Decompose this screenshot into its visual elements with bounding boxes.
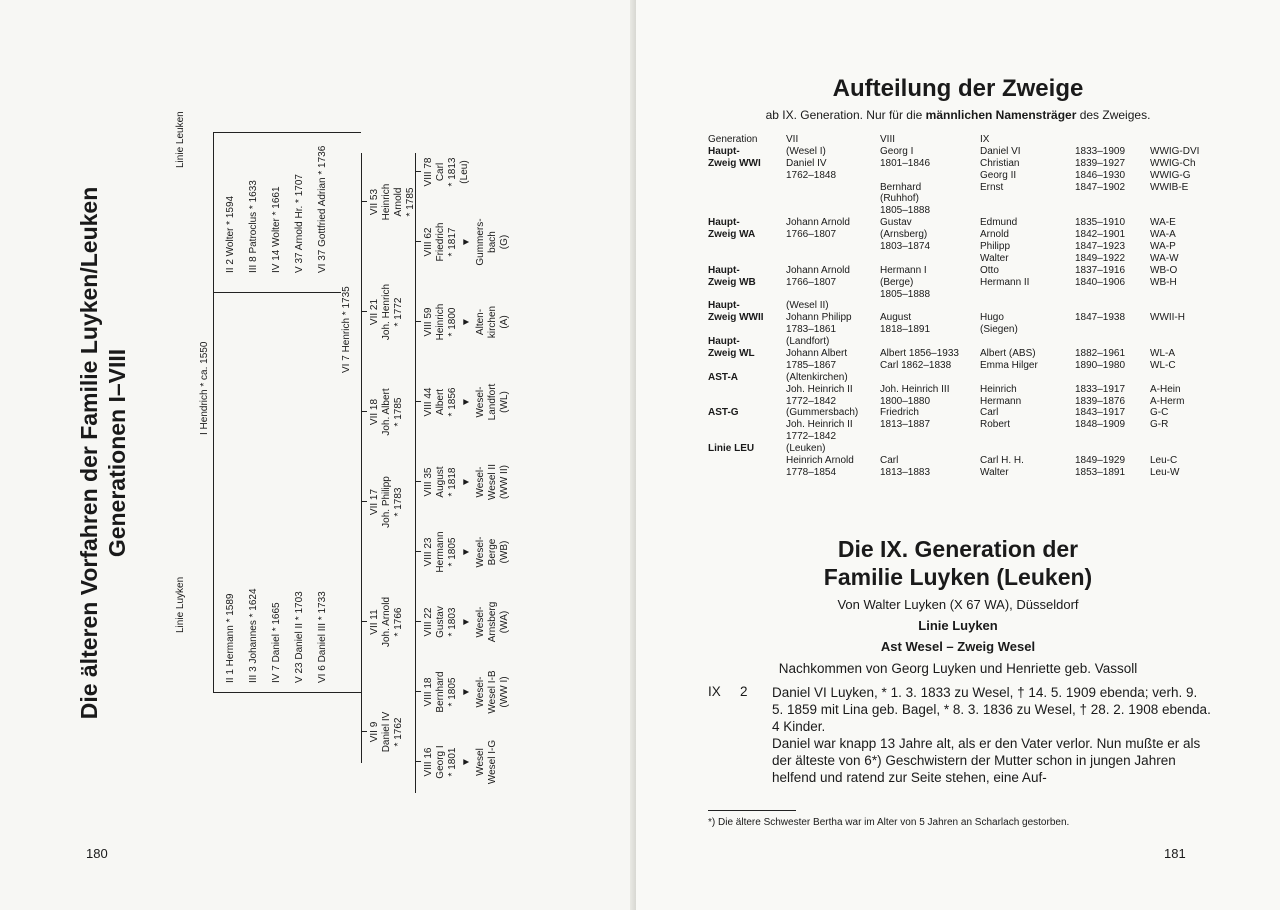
luyken-chain-node: II 1 Hermann * 1589 (225, 593, 236, 683)
table-cell: Johann Arnold (786, 217, 850, 229)
table-cell: AST-A (708, 371, 738, 383)
table-cell: Heinrich (980, 383, 1017, 395)
table-cell: 1762–1848 (786, 169, 837, 181)
gen7-line: Joh. Arnold (381, 596, 392, 648)
gen8-line: Carl (435, 162, 446, 182)
gen8-line: * 1805 (447, 677, 458, 707)
tree-root: I Hendrich * ca. 1550 (199, 341, 210, 435)
table-cell: Gustav (880, 217, 912, 229)
table-cell: Walter (980, 252, 1009, 264)
gen8-branch: Wesel (475, 748, 486, 776)
generation-heading-line1: Die IX. Generation der (837, 536, 1079, 562)
table-cell: Haupt- (708, 300, 740, 312)
table-cell: Friedrich (880, 407, 919, 419)
gen8-tick (415, 481, 421, 482)
table-cell: Joh. Heinrich II (786, 383, 853, 395)
gen7-line: Joh. Henrich (381, 283, 392, 341)
gen8-branch: Alten- (475, 308, 486, 336)
right-page-number: 181 (1164, 846, 1186, 861)
tree-title-line2: Generationen I–VIII (104, 348, 130, 558)
gen8-tag: (Leu) (459, 160, 470, 184)
gen8-tick (415, 691, 421, 692)
table-cell: A-Herm (1150, 395, 1185, 407)
gen8-code: Wesel I-G (487, 739, 498, 785)
branches-subtitle (636, 108, 1280, 122)
gen7-line: Joh. Albert (381, 388, 392, 436)
leuken-chain-node: IV 14 Wolter * 1661 (271, 186, 282, 273)
table-cell: Hermann II (980, 276, 1030, 288)
down-arrow-icon: ▼ (461, 477, 472, 487)
table-cell: Hugo (980, 312, 1004, 324)
table-cell: 1783–1861 (786, 324, 837, 336)
table-cell: 1805–1888 (880, 205, 931, 217)
down-arrow-icon: ▼ (461, 757, 472, 767)
gen7-line: Joh. Philipp (381, 476, 392, 528)
gen7-line: * 1783 (393, 487, 404, 517)
table-cell: Christian (980, 157, 1020, 169)
down-arrow-icon: ▼ (461, 317, 472, 327)
table-cell: August (880, 312, 912, 324)
table-cell: WL-A (1150, 348, 1175, 360)
entry-story: Daniel war knapp 13 Jahre alt, als er den Vater verlor. Nun mußte er als der älteste von 6*) Geschwistern der Mutter schon in jungen Jahren helfend und ratend zur Seite stehen, eine Auf- (772, 736, 1201, 785)
gen7-line: * 1785 (405, 187, 416, 217)
gen8-line: VIII 23 (423, 537, 434, 567)
table-cell: Carl H. H. (980, 455, 1024, 467)
gen8-line: August (435, 466, 446, 498)
left-page-number: 180 (86, 846, 108, 861)
table-cell: WB-O (1150, 264, 1178, 276)
table-cell: Zweig WA (708, 229, 756, 241)
gen8-line: VIII 22 (423, 607, 434, 637)
gen8-node (423, 521, 511, 583)
gen8-line: VIII 78 (423, 157, 434, 187)
gen7-node (369, 471, 405, 533)
author-line: Von Walter Luyken (X 67 WA), Düsseldorf (837, 597, 1079, 612)
table-cell: Linie LEU (708, 443, 755, 455)
table-cell: WA-E (1150, 217, 1176, 229)
leuken-chain-node: VI 37 Gottfried Adrian * 1736 (317, 145, 328, 273)
table-cell: Johann Philipp (786, 312, 852, 324)
table-cell: 1778–1854 (786, 466, 837, 478)
subtitle-prefix: ab IX. Generation. Nur für die (765, 108, 926, 122)
gen8-tag: (G) (499, 234, 510, 250)
table-cell: WWIG-Ch (1150, 157, 1196, 169)
entry-body (772, 684, 1212, 786)
table-cell: WA-W (1150, 252, 1179, 264)
gen8-line: VIII 18 (423, 677, 434, 707)
gen8-tag: (WA) (499, 610, 510, 634)
table-cell: WA-P (1150, 241, 1176, 253)
table-cell: Walter (980, 466, 1009, 478)
gen8-tick (415, 321, 421, 322)
table-cell: WWIG-DVI (1150, 145, 1200, 157)
table-cell: Zweig WWI (708, 157, 761, 169)
gen8-line: Bernhard (435, 671, 446, 713)
table-cell: 1839–1876 (1075, 395, 1126, 407)
ast-heading: Ast Wesel – Zweig Wesel (880, 639, 1036, 654)
nachkommen-line: Nachkommen von Georg Luyken und Henriette geb. Vassoll (778, 661, 1138, 676)
gen8-line: * 1817 (447, 227, 458, 257)
down-arrow-icon: ▼ (461, 547, 472, 557)
luyken-chain-node: IV 7 Daniel * 1665 (271, 602, 282, 683)
tree-title-line1: Die älteren Vorfahren der Familie Luyken/Leuken (76, 186, 102, 720)
generation-heading-line2: Familie Luyken (Leuken) (823, 564, 1093, 590)
table-cell: Carl 1862–1838 (880, 359, 952, 371)
gen8-node (423, 451, 511, 513)
gen8-branch: Wesel- (475, 536, 486, 568)
table-cell: 1813–1887 (880, 419, 931, 431)
down-arrow-icon: ▼ (461, 687, 472, 697)
table-cell: 1803–1874 (880, 241, 931, 253)
table-cell: Zweig WB (708, 276, 756, 288)
table-cell: Georg I (880, 145, 914, 157)
subtitle-bold: männlichen Namensträger (925, 108, 1077, 122)
gen8-node (423, 291, 511, 353)
table-cell: 1847–1923 (1075, 241, 1126, 253)
down-arrow-icon: ▼ (461, 237, 472, 247)
table-cell: 1846–1930 (1075, 169, 1126, 181)
table-cell: Edmund (980, 217, 1018, 229)
table-cell: Bernhard (880, 181, 922, 193)
table-cell: 1839–1927 (1075, 157, 1126, 169)
table-cell: VII (786, 134, 799, 145)
gen8-tick (415, 761, 421, 762)
gen7-line: VII 18 (369, 398, 380, 426)
gen7-line: VII 17 (369, 488, 380, 516)
gen8-line: * 1856 (447, 387, 458, 417)
leuken-chain-node: III 8 Patroclus * 1633 (248, 180, 259, 273)
table-cell: Daniel VI (980, 145, 1021, 157)
down-arrow-icon: ▼ (461, 397, 472, 407)
table-cell: (Leuken) (786, 443, 826, 455)
luyken-chain-node: VI 6 Daniel III * 1733 (317, 591, 328, 683)
gen7-node (369, 591, 405, 653)
table-cell: 1853–1891 (1075, 466, 1126, 478)
right-page (636, 0, 1280, 910)
table-cell: Georg II (980, 169, 1017, 181)
henrich-node: VI 7 Henrich * 1735 (341, 286, 352, 373)
gen7-tick (361, 501, 367, 502)
table-cell: 1800–1880 (880, 395, 931, 407)
gen8-code: Wesel I-B (487, 670, 498, 714)
table-cell: WL-C (1150, 359, 1176, 371)
table-cell: 1813–1883 (880, 466, 931, 478)
gen8-line: Friedrich (435, 222, 446, 262)
table-cell: 1848–1909 (1075, 419, 1126, 431)
table-cell: Heinrich Arnold (786, 455, 854, 467)
table-cell: AST-G (708, 407, 739, 419)
table-cell: Zweig WWII (708, 312, 764, 324)
gen7-tick (361, 201, 367, 202)
gen8-node (423, 211, 511, 273)
table-cell: Generation (708, 134, 758, 145)
gen8-tag: (WL) (499, 391, 510, 413)
gen7-line: VII 11 (369, 609, 380, 635)
gen8-code: Landfort (487, 383, 498, 421)
gen8-line: Hermann (435, 531, 446, 573)
gen7-line: * 1762 (393, 717, 404, 747)
gen8-line: * 1801 (447, 747, 458, 777)
tree-title (75, 73, 131, 833)
gen7-bus (361, 153, 362, 763)
gen7-line: VII 21 (369, 298, 380, 326)
leuken-chain-line (221, 132, 361, 133)
gen8-node (423, 591, 511, 653)
gen8-line: * 1800 (447, 307, 458, 337)
table-cell: 1833–1917 (1075, 383, 1126, 395)
table-cell: Haupt- (708, 145, 740, 157)
table-cell: A-Hein (1150, 383, 1181, 395)
table-cell: VIII (880, 134, 896, 145)
gen7-tick (361, 731, 367, 732)
table-cell: Leu-W (1150, 466, 1180, 478)
table-cell: 1847–1938 (1075, 312, 1126, 324)
gen7-tick (361, 621, 367, 622)
gen8-code: Wesel II (487, 464, 498, 500)
gen8-line: Gustav (435, 606, 446, 638)
table-cell: (Landfort) (786, 336, 830, 348)
table-cell: 1849–1922 (1075, 252, 1126, 264)
linie-heading: Linie Luyken (918, 618, 998, 633)
entry-generation: IX (708, 684, 721, 699)
gen8-tick (415, 241, 421, 242)
table-cell: Daniel IV (786, 157, 827, 169)
table-cell: IX (980, 134, 990, 145)
gen8-branch: Wesel- (475, 466, 486, 498)
gen8-bus (415, 153, 416, 793)
table-cell: Robert (980, 419, 1011, 431)
entry-text: Daniel VI Luyken, * 1. 3. 1833 zu Wesel, † 14. 5. 1909 ebenda; verh. 9. 5. 1859 mit Lina geb. Bagel, * 8. 3. 1836 zu Wesel, † 28. 2. 1908 ebenda. (772, 685, 1211, 717)
gen8-branch: Gummers- (475, 218, 486, 266)
gen7-node (369, 701, 405, 763)
table-cell: Haupt- (708, 264, 740, 276)
gen8-line: VIII 35 (423, 467, 434, 497)
table-cell: 1840–1906 (1075, 276, 1126, 288)
table-cell: WWIB-E (1150, 181, 1189, 193)
table-cell: Philipp (980, 241, 1011, 253)
table-cell: 1801–1846 (880, 157, 931, 169)
table-cell: 1835–1910 (1075, 217, 1126, 229)
table-cell: 1843–1917 (1075, 407, 1126, 419)
entry-children: 4 Kinder. (772, 719, 826, 734)
linie-leuken-label: Linie Leuken (175, 111, 186, 168)
table-cell: (Berge) (880, 276, 914, 288)
gen8-branch: Wesel- (475, 386, 486, 418)
gen8-tag: (A) (499, 315, 510, 329)
table-cell: 1890–1980 (1075, 359, 1126, 371)
gen8-tick (415, 171, 421, 172)
entry-number: 2 (740, 684, 748, 699)
gen8-line: VIII 16 (423, 747, 434, 777)
gen8-line: VIII 62 (423, 227, 434, 257)
table-cell: 1849–1929 (1075, 455, 1126, 467)
table-cell: G-C (1150, 407, 1169, 419)
gen7-line: VII 53 (369, 188, 380, 216)
table-cell: 1818–1891 (880, 324, 931, 336)
branches-title: Aufteilung der Zweige (832, 75, 1084, 102)
gen7-tick (361, 411, 367, 412)
table-cell: 1833–1909 (1075, 145, 1126, 157)
table-cell: Johann Albert (786, 348, 848, 360)
gen8-line: Albert (435, 388, 446, 416)
table-cell: G-R (1150, 419, 1169, 431)
table-cell: 1847–1902 (1075, 181, 1126, 193)
table-cell: WA-A (1150, 229, 1176, 241)
gen7-node (369, 281, 405, 343)
footnote: *) Die ältere Schwester Bertha war im Alter von 5 Jahren an Scharlach gestorben. (708, 817, 1070, 828)
gen8-code: kirchen (487, 305, 498, 339)
table-cell: Hermann (980, 395, 1022, 407)
table-cell: (Gummersbach) (786, 407, 859, 419)
subtitle-suffix: des Zweiges. (1076, 108, 1151, 122)
luyken-chain-node: V 23 Daniel II * 1703 (294, 591, 305, 683)
gen8-tick (415, 551, 421, 552)
gen8-line: VIII 59 (423, 307, 434, 337)
gen8-node (423, 371, 511, 433)
gen8-tick (415, 621, 421, 622)
gen7-tick (361, 311, 367, 312)
table-cell: 1785–1867 (786, 359, 837, 371)
gen7-node (369, 381, 405, 443)
table-cell: WWII-H (1150, 312, 1185, 324)
table-cell: Haupt- (708, 217, 740, 229)
gen8-line: * 1813 (447, 157, 458, 187)
gen7-line: Daniel IV (381, 711, 392, 753)
gen7-line: * 1785 (393, 397, 404, 427)
table-cell: 1837–1916 (1075, 264, 1126, 276)
table-cell: Arnold (980, 229, 1009, 241)
table-cell: (Altenkirchen) (786, 371, 848, 383)
table-cell: 1766–1807 (786, 229, 837, 241)
table-cell: Zweig WL (708, 348, 755, 360)
gen8-branch: Wesel- (475, 676, 486, 708)
gen7-line: Heinrich Arnold (381, 183, 404, 221)
table-cell: Albert 1856–1933 (880, 348, 959, 360)
table-cell: Haupt- (708, 336, 740, 348)
gen8-node (423, 661, 511, 723)
gen8-branch: Wesel- (475, 606, 486, 638)
leuken-chain-node: II 2 Wolter * 1594 (225, 195, 236, 273)
gen8-line: Heinrich (435, 303, 446, 341)
table-cell: Hermann I (880, 264, 927, 276)
table-cell: Otto (980, 264, 999, 276)
footnote-rule (708, 810, 796, 811)
gen8-line: * 1803 (447, 607, 458, 637)
gen7-node (369, 171, 417, 233)
gen8-node (423, 141, 471, 203)
gen8-line: Georg I (435, 745, 446, 779)
gen8-tag: (WW I) (499, 676, 510, 708)
generation-heading (636, 535, 1280, 591)
table-cell: 1772–1842 (786, 431, 837, 443)
root-left-tick (213, 692, 221, 693)
table-cell: Albert (ABS) (980, 348, 1036, 360)
table-cell: (Siegen) (980, 324, 1018, 336)
gen8-line: * 1818 (447, 467, 458, 497)
table-cell: 1842–1901 (1075, 229, 1126, 241)
table-cell: Leu-C (1150, 455, 1178, 467)
luyken-chain-line (221, 692, 361, 693)
gen8-tag: (WB) (499, 540, 510, 564)
table-cell: (Ruhhof) (880, 193, 919, 205)
table-cell: 1772–1842 (786, 395, 837, 407)
gen8-line: VIII 44 (423, 387, 434, 417)
table-cell: (Arnsberg) (880, 229, 928, 241)
table-cell: (Wesel II) (786, 300, 829, 312)
gen7-line: VII 9 (369, 721, 380, 743)
table-cell: 1882–1961 (1075, 348, 1126, 360)
family-tree-rotated (75, 73, 595, 833)
luyken-chain-node: III 3 Johannes * 1624 (248, 588, 259, 683)
down-arrow-icon: ▼ (461, 617, 472, 627)
table-cell: WB-H (1150, 276, 1177, 288)
table-cell: (Wesel I) (786, 145, 826, 157)
root-right-tick (213, 132, 221, 133)
gen7-line: * 1772 (393, 297, 404, 327)
left-page (0, 0, 636, 910)
table-cell: Carl (880, 455, 899, 467)
gen8-code: bach (487, 231, 498, 253)
linie-luyken-label: Linie Luyken (175, 576, 186, 633)
gen8-code: Arnsberg (487, 601, 498, 643)
table-cell: Joh. Heinrich III (880, 383, 950, 395)
leuken-chain-node: V 37 Arnold Hr. * 1707 (294, 174, 305, 273)
root-line (213, 133, 214, 693)
table-cell: Johann Arnold (786, 264, 850, 276)
table-cell: 1766–1807 (786, 276, 837, 288)
gen8-line: * 1805 (447, 537, 458, 567)
table-cell: WWIG-G (1150, 169, 1191, 181)
gen8-code: Berge (487, 538, 498, 566)
henrich-connector (213, 292, 341, 293)
table-cell: Carl (980, 407, 999, 419)
table-cell: Emma Hilger (980, 359, 1038, 371)
gen7-line: * 1766 (393, 607, 404, 637)
gen8-tag: (WW II) (499, 465, 510, 499)
gen8-node (423, 731, 499, 793)
table-cell: 1805–1888 (880, 288, 931, 300)
gen8-tick (415, 401, 421, 402)
table-cell: Joh. Heinrich II (786, 419, 853, 431)
table-cell: Ernst (980, 181, 1004, 193)
